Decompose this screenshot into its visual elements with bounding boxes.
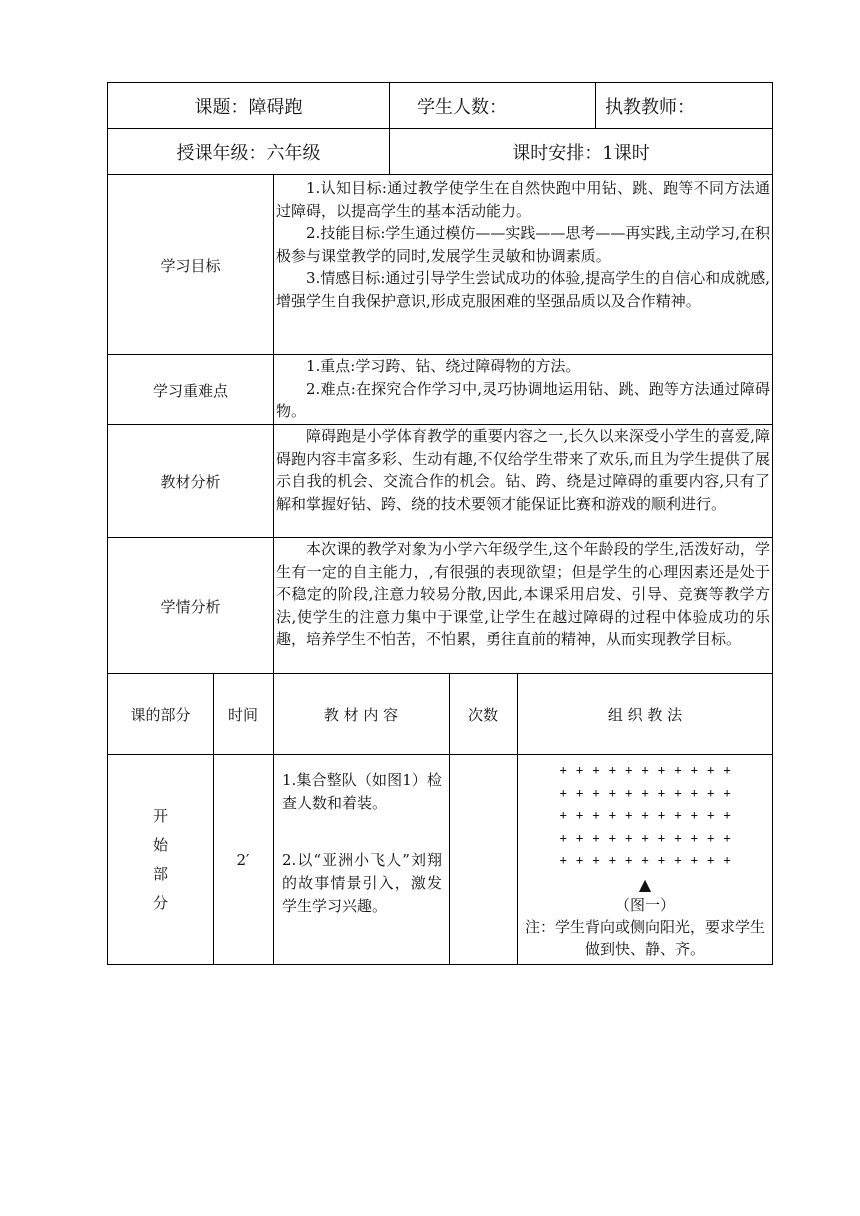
figure-caption: （图一）	[614, 895, 675, 914]
student-marker-icon: +	[592, 830, 600, 845]
student-marker-icon: +	[690, 785, 698, 800]
grade-label: 授课年级：六年级	[176, 143, 321, 164]
student-marker-icon: +	[707, 853, 715, 867]
key-points-row	[107, 354, 773, 424]
students-row	[107, 537, 773, 673]
student-marker-icon: +	[575, 763, 584, 777]
student-marker-icon: +	[625, 785, 633, 800]
count-value	[449, 755, 517, 965]
part-char: 部	[152, 865, 168, 883]
student-marker-icon: +	[657, 853, 666, 867]
formation-row	[555, 849, 772, 872]
part-name	[108, 755, 213, 965]
plan-row-opening	[107, 754, 773, 965]
student-marker-icon: +	[674, 785, 682, 800]
key-point-item: 1.重点:学习跨、钻、绕过障碍物的方法。	[306, 357, 581, 375]
goals-content	[274, 177, 772, 312]
student-marker-icon: +	[575, 808, 584, 822]
teacher-label: 执教教师：	[605, 97, 695, 118]
student-marker-icon: +	[707, 830, 715, 845]
formation-diagram	[518, 759, 772, 872]
student-marker-icon: +	[641, 763, 649, 777]
method-cell	[518, 759, 772, 960]
student-marker-icon: +	[723, 785, 731, 800]
student-marker-icon: +	[559, 785, 567, 800]
student-marker-icon: +	[723, 830, 731, 845]
student-marker-icon: +	[707, 808, 715, 822]
student-marker-icon: +	[641, 808, 649, 822]
student-marker-icon: +	[657, 830, 666, 845]
col-count-header: 次数	[467, 706, 498, 724]
student-marker-icon: +	[707, 763, 715, 777]
student-marker-icon: +	[690, 830, 698, 845]
schedule-label: 课时安排：1课时	[512, 143, 650, 164]
student-marker-icon: +	[608, 830, 616, 845]
student-marker-icon: +	[707, 785, 715, 800]
col-time-header: 时间	[227, 706, 258, 724]
lesson-topic: 课题：障碍跑	[194, 97, 303, 118]
content-cell	[274, 769, 446, 918]
student-marker-icon: +	[657, 785, 666, 800]
method-note: 注：学生背向或侧向阳光，要求学生做到快、静、齐。	[524, 917, 765, 958]
student-count-label: 学生人数：	[417, 97, 507, 118]
material-content	[274, 425, 772, 515]
goals-label: 学习目标	[160, 256, 221, 275]
formation-row	[555, 827, 772, 850]
time-value: 2′	[236, 851, 250, 869]
student-marker-icon: +	[641, 830, 649, 845]
key-point-item: 2.难点:在探究合作学习中,灵巧协调地运用钻、跳、跑等方法通过障碍物。	[276, 379, 770, 420]
student-marker-icon: +	[625, 830, 633, 845]
formation-row	[555, 804, 772, 827]
student-marker-icon: +	[625, 808, 633, 822]
formation-row	[555, 759, 772, 782]
student-marker-icon: +	[657, 763, 666, 777]
plan-header-row	[107, 673, 773, 754]
student-marker-icon: +	[657, 808, 666, 822]
student-marker-icon: +	[592, 808, 600, 822]
key-points-label: 学习重难点	[152, 381, 228, 400]
students-analysis-label: 学情分析	[160, 597, 221, 616]
student-marker-icon: +	[674, 853, 682, 867]
student-marker-icon: +	[674, 763, 682, 777]
formation-row	[555, 782, 772, 805]
student-marker-icon: +	[575, 785, 584, 800]
content-item-2: 2.以“亚洲小飞人”刘翔的故事情景引入，激发学生学习兴趣。	[282, 851, 442, 915]
student-marker-icon: +	[690, 853, 698, 867]
student-marker-icon: +	[641, 853, 649, 867]
col-method-header: 组 织 教 法	[607, 706, 683, 724]
student-marker-icon: +	[674, 808, 682, 822]
students-analysis-content	[274, 538, 772, 651]
student-marker-icon: +	[690, 763, 698, 777]
header-row-1	[107, 82, 773, 128]
key-points-content	[274, 355, 772, 423]
student-marker-icon: +	[608, 785, 616, 800]
part-char: 分	[152, 894, 168, 912]
student-marker-icon: +	[674, 830, 682, 845]
student-marker-icon: +	[723, 808, 731, 822]
student-marker-icon: +	[723, 853, 731, 867]
material-label: 教材分析	[160, 473, 221, 491]
material-text: 障碍跑是小学体育教学的重要内容之一,长久以来深受小学生的喜爱,障碍跑内容丰富多彩、生动有趣,不仅给学生带来了欢乐,而且为学生提供了展示自我的机会、交流合作的机会。钻、跨、绕是过障碍的重要内容,只有了解和掌握好钻、跨、绕的技术要领才能保证比赛和游戏的顺利进行。	[276, 427, 770, 513]
header-row-2	[107, 128, 773, 174]
student-marker-icon: +	[559, 853, 567, 867]
material-row	[107, 424, 773, 537]
student-marker-icon: +	[625, 763, 633, 777]
student-marker-icon: +	[592, 853, 600, 867]
student-marker-icon: +	[559, 830, 567, 845]
goal-item: 3.情感目标:通过引导学生尝试成功的体验,提高学生的自信心和成就感,增强学生自我保护意识,形成克服困难的坚强品质以及合作精神。	[276, 269, 770, 310]
student-marker-icon: +	[641, 785, 649, 800]
teacher-marker-icon: ▲	[638, 874, 652, 894]
goals-row	[107, 174, 773, 354]
goal-item: 2.技能目标:学生通过模仿——实践——思考——再实践,主动学习,在积极参与课堂教学的同时,发展学生灵敏和协调素质。	[276, 224, 770, 265]
part-char: 开	[152, 807, 168, 825]
student-marker-icon: +	[575, 853, 584, 867]
part-char: 始	[152, 836, 168, 854]
student-marker-icon: +	[575, 830, 584, 845]
students-analysis-text: 本次课的教学对象为小学六年级学生,这个年龄段的学生,活泼好动，学生有一定的自主能力，,有很强的表现欲望；但是学生的心理因素还是处于不稳定的阶段,注意力较易分散,因此,本课采用启发、引导、竞赛等教学方法,使学生的注意力集中于课堂,让学生在越过障碍的过程中体验成功的乐趣，培养学生不怕苦，不怕累，勇往直前的精神，从而实现教学目标。	[276, 540, 770, 648]
student-marker-icon: +	[608, 763, 616, 777]
student-marker-icon: +	[608, 853, 616, 867]
student-marker-icon: +	[559, 808, 567, 822]
student-marker-icon: +	[625, 853, 633, 867]
col-content-header: 教 材 内 容	[323, 706, 399, 724]
student-marker-icon: +	[592, 763, 600, 777]
goal-item: 1.认知目标:通过教学使学生在自然快跑中用钻、跳、跑等不同方法通过障碍，以提高学生的基本活动能力。	[276, 179, 770, 220]
student-marker-icon: +	[608, 808, 616, 822]
content-item-1: 1.集合整队（如图1）检查人数和着装。	[282, 771, 442, 812]
student-marker-icon: +	[723, 763, 731, 777]
student-marker-icon: +	[690, 808, 698, 822]
student-marker-icon: +	[592, 785, 600, 800]
student-marker-icon: +	[559, 763, 567, 777]
col-part-header: 课的部分	[130, 706, 191, 724]
